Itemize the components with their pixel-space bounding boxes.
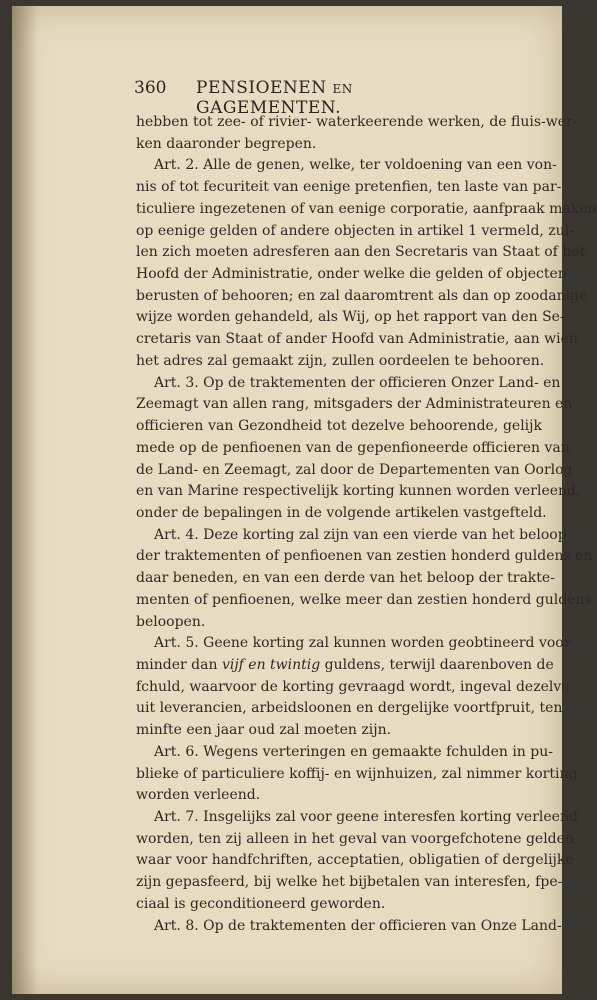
text-line: op eenige gelden of andere objecten in artikel 1 vermeld, zul- [136,222,574,239]
text-line: ciaal is geconditioneerd geworden. [136,895,386,912]
text-line: waar voor handfchriften, acceptatien, obligatien of dergelijke [136,852,574,869]
text-line: minfte een jaar oud zal moeten zijn. [136,722,392,739]
text-line: de Land- en Zeemagt, zal door de Departementen van Oorlog [136,461,573,478]
article-8-start: Art. 8. Op de traktementen der officieren van Onze Land- [154,917,562,934]
article-2-start: Art. 2. Alle de genen, welke, ter voldoening van een von- [154,157,557,174]
article-4-start: Art. 4. Deze korting zal zijn van een vierde van het beloop [154,526,567,543]
text-line: ken daaronder begrepen. [136,135,317,152]
text-line: en van Marine respectivelijk korting kunnen worden verleend, [136,483,581,500]
text-line: Zeemagt van allen rang, mitsgaders der Administrateuren en [136,396,573,413]
book-page [12,6,597,994]
text-line: berusten of behooren; en zal daaromtrent als dan op zoodanige [136,287,588,304]
text-line: zijn gepasfeerd, bij welke het bijbetalen van interesfen, fpe- [136,874,563,891]
text-line: menten of penfioenen, welke meer dan zestien honderd guldens [136,591,592,608]
text-line: onder de bepalingen in de volgende artikelen vastgefteld. [136,504,547,521]
text-line: daar beneden, en van een derde van het beloop der trakte- [136,570,555,587]
text-line: len zich moeten adresferen aan den Secretaris van Staat of het [136,244,586,261]
article-5-start: Art. 5. Geene korting zal kunnen worden geobtineerd voor [154,635,571,652]
text-line: worden, ten zij alleen in het geval van voorgefchotene gelden, [136,830,579,847]
article-3-start: Art. 3. Op de traktementen der officieren Onzer Land- en [154,374,561,391]
text-line: het adres zal gemaakt zijn, zullen oordeelen te behooren. [136,352,545,369]
running-title: PENSIOENEN EN GAGEMENTEN. [196,78,353,118]
text-line: der traktementen of penfioenen van zestien honderd guldens en [136,548,593,565]
page-gutter-shadow [12,6,38,994]
text-line: wijze worden gehandeld, als Wij, op het rapport van den Se- [136,309,565,326]
italic-amount: vijf en twintig [221,656,321,673]
text-line: nis of tot fecuriteit van eenige pretenfien, ten laste van par- [136,179,562,196]
text-line: officieren van Gezondheid tot dezelve behoorende, gelijk [136,418,542,435]
text-line: blieke of particuliere koffij- en wijnhuizen, zal nimmer korting [136,765,578,782]
running-header [134,78,480,118]
text-line: ticuliere ingezetenen of van eenige corporatie, aanfpraak maken [136,200,597,217]
body-text [136,112,597,937]
text-line: mede op de penfioenen van de gepenfioneerde officieren van [136,439,570,456]
text-line: beloopen. [136,613,206,630]
text-line: hebben tot zee- of rivier- waterkeerende werken, de fluis-wer- [136,114,578,130]
text-line: minder dan vijf en twintig guldens, terwijl daarenboven de [136,656,554,673]
text-line: cretaris van Staat of ander Hoofd van Administratie, aan wien [136,331,578,348]
article-6-start: Art. 6. Wegens verteringen en gemaakte fchulden in pu- [154,743,553,760]
text-line: Hoofd der Administratie, onder welke die gelden of objecten [136,266,567,283]
page-number: 360 [134,78,167,98]
text-line: fchuld, waarvoor de korting gevraagd wordt, ingeval dezelve [136,678,570,695]
text-line: uit leverancien, arbeidsloonen en dergelijke voortfpruit, ten [136,700,563,717]
article-7-start: Art. 7. Insgelijks zal voor geene interesfen korting verleend [154,809,578,825]
text-line: worden verleend. [136,787,261,804]
